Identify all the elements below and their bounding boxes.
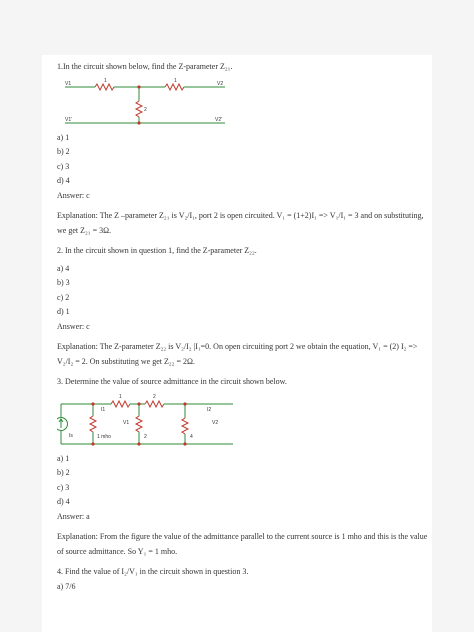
q3-explanation-line-1: Explanation: From the figure the value of the admittance parallel to the current source is 1 mho and this is the value: [57, 532, 428, 541]
q2-option-a: a) 4: [57, 263, 70, 273]
circuit-figure-1: [57, 77, 237, 127]
circuit-diagram-3: [57, 392, 237, 448]
q2-option-d: d) 1: [57, 307, 70, 316]
label-port-tl: V1: [65, 80, 72, 87]
q3-explanation-line-2: of source admittance. So Y₁ = 1 mho.: [57, 546, 178, 556]
circuit-figure-3: [57, 392, 237, 448]
question-2: 2. In the circuit shown in question 1, find the Z-parameter Z₂₂.: [57, 246, 257, 255]
q1-option-d: d) 4: [57, 176, 70, 185]
q1-answer: Answer: c: [57, 190, 90, 200]
label-port-bl: V1': [65, 116, 73, 123]
question-3: 3. Determine the value of source admittance in the circuit shown below.: [57, 377, 287, 386]
q2-explanation-line-2: V₂/I₂ = 2. On substituting we get Z₂₂ = 2Ω.: [57, 356, 195, 366]
label-r-top-1: 1: [119, 393, 122, 400]
q3-option-b: b) 2: [57, 468, 70, 477]
q2-option-b: b) 3: [57, 278, 70, 287]
q1-option-c: c) 3: [57, 161, 70, 171]
q3-answer: Answer: a: [57, 511, 90, 521]
label-is: Is: [69, 432, 73, 439]
q2-answer: Answer: c: [57, 321, 90, 331]
question-4: 4. Find the value of I₂/V₁ in the circuit shown in question 3.: [57, 567, 249, 576]
label-v1: V1: [123, 419, 130, 426]
q1-option-a: a) 1: [57, 132, 70, 142]
circuit-diagram-1: [57, 77, 237, 127]
label-shunt-2: 2: [144, 433, 147, 440]
q1-explanation-line-2: we get Z₂₁ = 3Ω.: [57, 225, 112, 235]
q1-option-b: b) 2: [57, 147, 70, 156]
label-r-top-left: 1: [104, 77, 107, 84]
label-i2: I2: [207, 406, 212, 413]
label-1-mho: 1 mho: [97, 433, 111, 440]
label-shunt-4: 4: [190, 433, 193, 440]
q3-option-a: a) 1: [57, 453, 70, 463]
q2-option-c: c) 2: [57, 292, 70, 302]
document-content: [57, 60, 428, 594]
label-r-shunt: 2: [144, 106, 147, 113]
q1-explanation-line-1: Explanation: The Z –parameter Z₂₁ is V₂/I₁, port 2 is open circuited. V₁ = (1+2)I₁ => V₁/I₁ = 3 and on substituting,: [57, 211, 424, 220]
q2-explanation-line-1: Explanation: The Z-parameter Z₂₂ is V₂/I₂ |I₁=0. On open circuiting port 2 we obtain the equation, V₁ = (2) I₂ =>: [57, 342, 418, 351]
q3-option-c: c) 3: [57, 482, 70, 492]
label-port-br: V2': [215, 116, 223, 123]
question-1: 1.In the circuit shown below, find the Z-parameter Z₂₁.: [57, 62, 233, 71]
label-r-top-2: 2: [153, 393, 156, 400]
label-v2: V2: [212, 419, 219, 426]
label-r-top-right: 1: [174, 77, 177, 84]
label-i1: I1: [101, 406, 106, 413]
q3-option-d: d) 4: [57, 497, 70, 506]
q4-option-a: a) 7/6: [57, 581, 76, 591]
label-port-tr: V2: [217, 80, 224, 87]
